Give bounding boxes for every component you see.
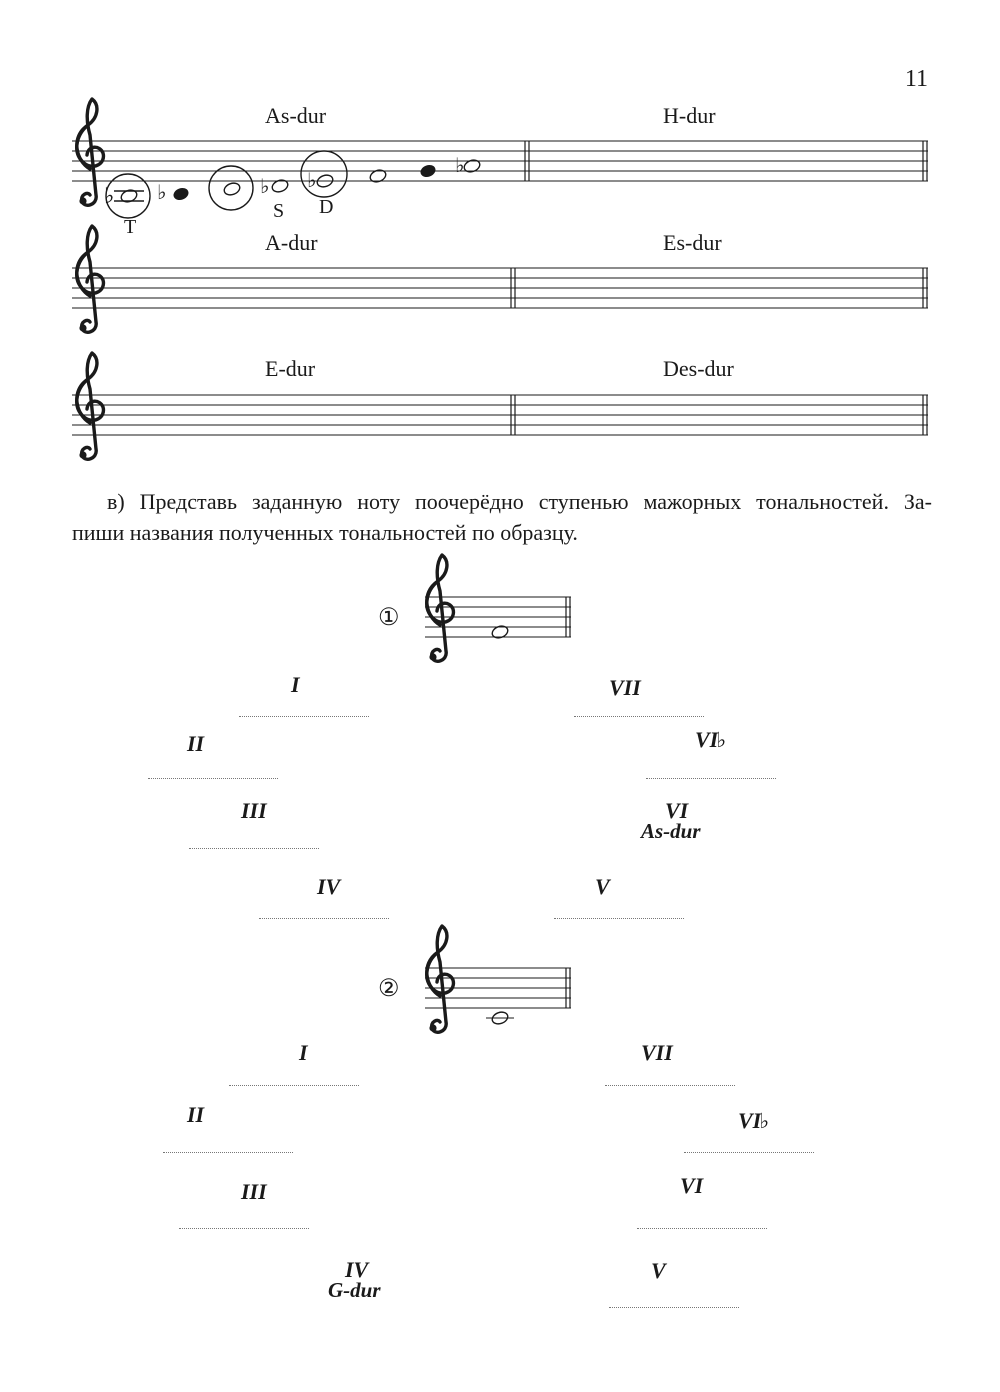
task-2-number: ② — [378, 976, 400, 1002]
task-1-answer-II[interactable] — [148, 778, 278, 779]
instruction-line-2: пиши названия полученных тональностей по образцу. — [72, 520, 578, 545]
task-1-degree-I: I — [291, 672, 300, 697]
task-2-degree-VI: VI — [680, 1173, 704, 1198]
flat-icon: ♭ — [716, 728, 727, 752]
function-label-dominant: D — [319, 196, 334, 218]
task-2-degree-VIb-roman: VI — [738, 1108, 762, 1133]
task-1-degree-IV: IV — [317, 874, 341, 899]
task-1-answer-VII[interactable] — [574, 716, 704, 717]
task-1-degree-VI: VI — [665, 798, 689, 823]
task-2-degree-VIb — [738, 1108, 769, 1134]
task-1-example-answer: As-dur — [641, 819, 701, 843]
task-1-answer-VIb[interactable] — [646, 778, 776, 779]
instruction-text — [72, 486, 932, 548]
treble-clef-task-1 — [427, 555, 454, 661]
key-label-as-dur: As-dur — [265, 103, 327, 128]
svg-text:♭: ♭ — [307, 168, 317, 192]
svg-text:♭: ♭ — [260, 174, 270, 198]
task-1-degree-VIb — [695, 727, 726, 753]
task-1-degree-III: III — [241, 798, 267, 823]
treble-clef-task-2 — [427, 926, 454, 1032]
task-2-answer-V[interactable] — [609, 1307, 739, 1308]
task-2-answer-I[interactable] — [229, 1085, 359, 1086]
key-label-es-dur: Es-dur — [663, 230, 722, 255]
staff-1 — [72, 141, 928, 181]
svg-text:♭: ♭ — [455, 153, 465, 177]
key-label-h-dur: H-dur — [663, 103, 716, 128]
key-label-a-dur: A-dur — [265, 230, 318, 255]
task-1-number: ① — [378, 605, 400, 631]
staff-2 — [72, 268, 928, 308]
task-2-degree-V: V — [651, 1258, 666, 1283]
task-2-answer-VIb[interactable] — [684, 1152, 814, 1153]
task-2-answer-VII[interactable] — [605, 1085, 735, 1086]
instruction-line-1: в) Представь заданную ноту поочерёдно ступенью мажорных тональностей. За- — [107, 489, 932, 514]
key-label-e-dur: E-dur — [265, 356, 316, 381]
task-1-answer-III[interactable] — [189, 848, 319, 849]
task-2-degree-IV: IV — [345, 1257, 369, 1282]
task-1-answer-V[interactable] — [554, 918, 684, 919]
svg-text:♭: ♭ — [104, 184, 115, 209]
task-2-example-answer: G-dur — [328, 1278, 381, 1302]
task-2-degree-VII: VII — [641, 1040, 673, 1065]
task-1-answer-IV[interactable] — [259, 918, 389, 919]
task-1-degree-VIb-roman: VI — [695, 727, 719, 752]
function-label-subdominant: S — [273, 200, 285, 222]
flat-icon: ♭ — [759, 1109, 770, 1133]
staff-3 — [72, 395, 928, 435]
task-1-degree-V: V — [595, 874, 610, 899]
treble-clef-2 — [77, 226, 104, 332]
task-2-answer-III[interactable] — [179, 1228, 309, 1229]
task-2-degree-III: III — [241, 1179, 267, 1204]
svg-text:♭: ♭ — [157, 180, 167, 204]
function-label-tonic: T — [124, 216, 137, 238]
task-1-degree-II: II — [187, 731, 205, 756]
task-1-degree-VII: VII — [609, 675, 641, 700]
treble-clef-1 — [77, 99, 104, 205]
task-2-answer-II[interactable] — [163, 1152, 293, 1153]
task-2-degree-II: II — [187, 1102, 205, 1127]
treble-clef-3 — [77, 353, 104, 459]
key-label-des-dur: Des-dur — [663, 356, 734, 381]
task-2-answer-VI[interactable] — [637, 1228, 767, 1229]
page-number: 11 — [904, 66, 928, 92]
task-1-answer-I[interactable] — [239, 716, 369, 717]
task-2-degree-I: I — [299, 1040, 308, 1065]
